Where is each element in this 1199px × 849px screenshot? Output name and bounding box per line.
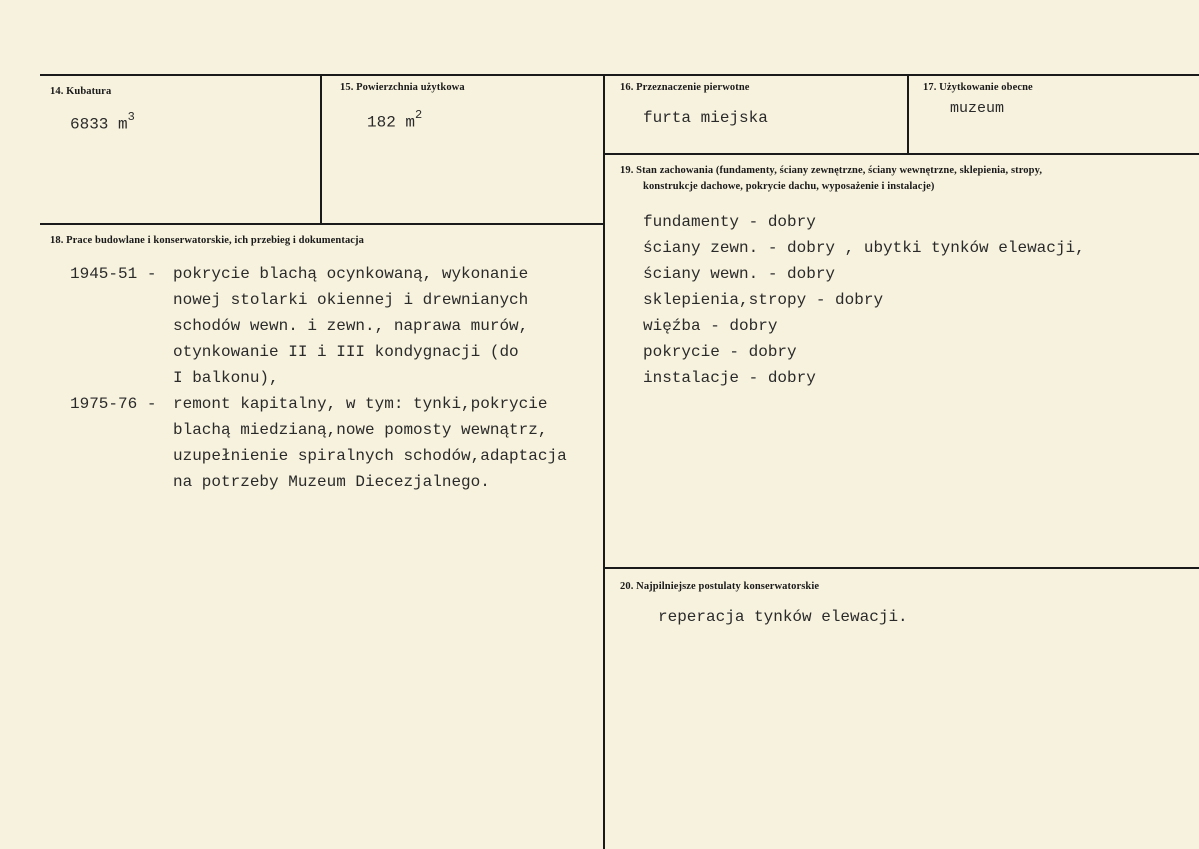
works-year: 1945-51 - [70,265,157,283]
rule-above-19 [603,153,1199,155]
works-year: 1975-76 - [70,395,157,413]
works-line: uzupełnienie spiralnych schodów,adaptacja [173,447,567,465]
works-line: I balkonu), [173,369,279,387]
works-line: blachą miedzianą,nowe pomosty wewnątrz, [173,421,548,439]
field-20-label: 20. Najpilniejsze postulaty konserwatorskie [620,581,820,592]
field-14-value [70,112,135,133]
field-15-value [367,110,422,131]
field-20-value: reperacja tynków elewacji. [658,608,908,626]
cubature-exponent: 3 [127,110,135,124]
field-16-label: 16. Przeznaczenie pierwotne [620,82,750,93]
works-line: schodów wewn. i zewn., naprawa murów, [173,317,529,335]
field-16-value: furta miejska [643,109,768,127]
divider-left-right [603,74,605,849]
area-exponent: 2 [415,108,423,122]
condition-line: instalacje - dobry [643,369,816,387]
condition-line: ściany wewn. - dobry [643,265,836,283]
field-18-label: 18. Prace budowlane i konserwatorskie, ich przebieg i dokumentacja [50,235,365,246]
field-14-label: 14. Kubatura [50,86,112,97]
condition-line: pokrycie - dobry [643,343,797,361]
works-line: otynkowanie II i III kondygnacji (do [173,343,519,361]
area-value: 182 m [367,113,416,132]
divider-14-15 [320,74,322,224]
condition-line: fundamenty - dobry [643,213,816,231]
works-line: na potrzeby Muzeum Diecezjalnego. [173,473,490,491]
works-line: nowej stolarki okiennej i drewnianych [173,291,529,309]
works-line: pokrycie blachą ocynkowaną, wykonanie [173,265,529,283]
top-border [40,74,1199,76]
rule-above-20 [603,567,1199,569]
works-line: remont kapitalny, w tym: tynki,pokrycie [173,395,548,413]
field-17-value: muzeum [950,100,1005,117]
condition-line: ściany zewn. - dobry , ubytki tynków elewacji, [643,239,1085,257]
field-17-label: 17. Użytkowanie obecne [923,82,1033,93]
field-19-label-line2: konstrukcje dachowe, pokrycie dachu, wyposażenie i instalacje) [643,181,935,192]
field-15-label: 15. Powierzchnia użytkowa [340,82,465,93]
field-19-label-line1: 19. Stan zachowania (fundamenty, ściany zewnętrzne, ściany wewnętrzne, sklepienia, stropy, [620,165,1043,176]
condition-line: sklepienia,stropy - dobry [643,291,884,309]
divider-16-17 [907,74,909,154]
rule-above-18 [40,223,605,225]
condition-line: więźba - dobry [643,317,778,335]
cubature-value: 6833 m [70,115,128,134]
